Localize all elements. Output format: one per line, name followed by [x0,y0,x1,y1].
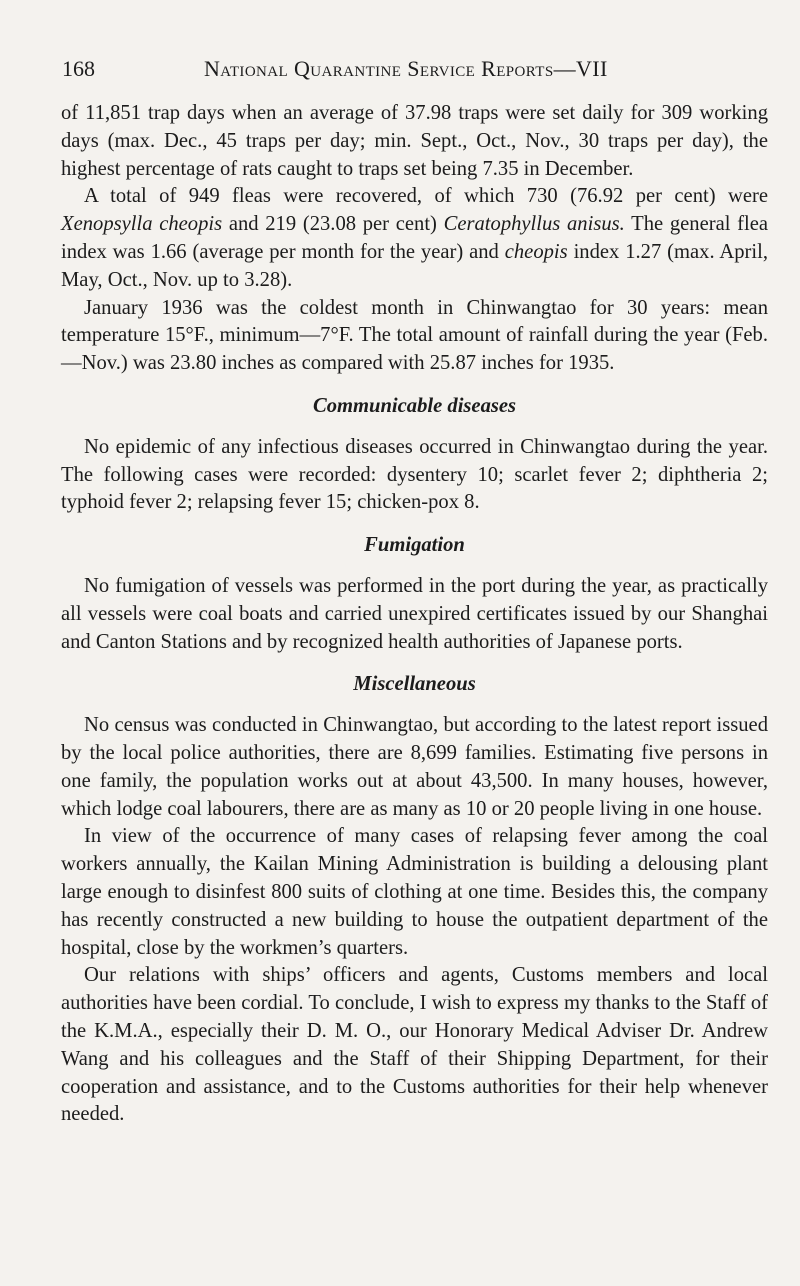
paragraph-acknowledgements: Our relations with ships’ officers and agents, Customs members and local authorities have been cordial. To conclude, I wish to express my thanks to the Staff of the K.M.A., especially their D. M. O., our Honorary Medical Adviser Dr. Andrew Wang and his colleagues and the Staff of their Shipping Department, for their cooperation and assistance, and to the Customs authorities for their help whenever needed. [61,964,768,1126]
text-run: A total of 949 fleas were recovered, of which 730 (76.92 per cent) were [84,185,768,208]
paragraph-trap-days: of 11,851 trap days when an average of 37.98 traps were set daily for 309 working days (max. Dec., 45 traps per day; min. Sept., Oct., Nov., 30 traps per day), the highest percentage of rats caught to traps set being 7.35 in December. [61,102,768,180]
running-title: National Quarantine Service Reports—VII [204,56,608,81]
body-text [61,100,768,1129]
section-heading-communicable-diseases: Communicable diseases [312,394,517,417]
paragraph-weather: January 1936 was the coldest month in Chinwangtao for 30 years: mean temperature 15°F., minimum—7°F. The total amount of rainfall during the year (Feb.—Nov.) was 23.80 inches as compared with 25.87 inches for 1935. [61,296,768,375]
section-heading-fumigation: Fumigation [364,534,465,557]
paragraph-delousing-plant: In view of the occurrence of many cases of relapsing fever among the coal workers annually, the Kailan Mining Administration is building a delousing plant large enough to disinfest 800 suits of clothing at one time. Besides this, the company has recently constructed a new building to house the outpatient department of the hospital, close by the workmen’s quarters. [61,825,768,959]
text-run: index 1.27 (max. April, May, Oct., Nov. up to 3.28). [61,240,768,291]
running-header [62,52,762,88]
text-run: The general flea index was 1.66 (average per month for the year) and [61,213,768,263]
paragraph-communicable-diseases: No epidemic of any infectious diseases occurred in Chinwangtao during the year. The following cases were recorded: dysentery 10; scarlet fever 2; diphtheria 2; typhoid fever 2; relapsing fever 15; chicken-pox 8. [61,435,768,514]
section-heading-miscellaneous: Miscellaneous [353,673,476,696]
paragraph-census: No census was conducted in Chinwangtao, but according to the latest report issued by the local police authorities, there are 8,699 families. Estimating five persons in one family, the population works out at about 43,500. In many houses, however, which lodge coal labourers, there are as many as 10 or 20 people living in one house. [61,714,768,820]
text-run: and 219 (23.08 per cent) [222,213,444,236]
species-name: cheopis [504,240,568,263]
species-name: Ceratophyllus anisus. [443,213,625,236]
paragraph-fumigation: No fumigation of vessels was performed in the port during the year, as practically all vessels were coal boats and carried unexpired certificates issued by our Shanghai and Canton Stations and by recognized health authorities of Japanese ports. [61,574,768,653]
page-number: 168 [62,56,95,81]
species-name: Xenopsylla cheopis [61,213,223,236]
paragraph-flea-index [61,183,768,294]
